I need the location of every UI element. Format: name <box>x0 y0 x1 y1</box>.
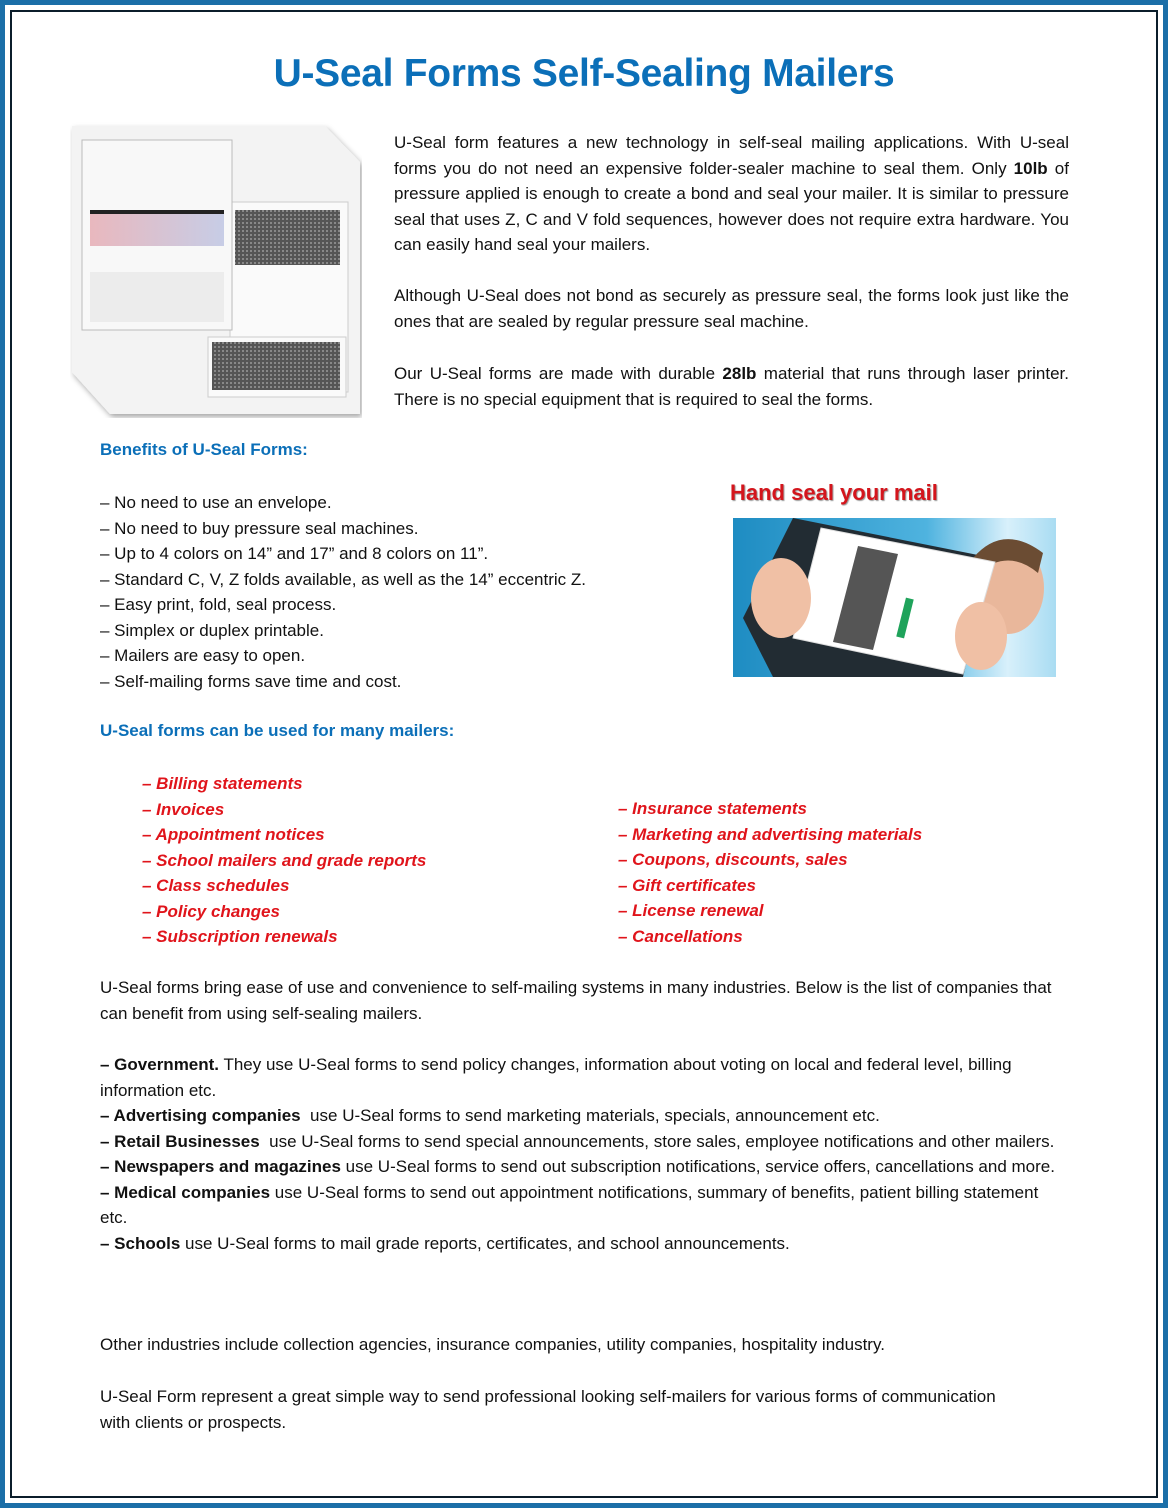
u-seal-forms-image <box>70 122 362 418</box>
uses-heading: U-Seal forms can be used for many mailers: <box>100 721 455 740</box>
use-item: – Subscription renewals <box>142 927 338 946</box>
use-item: – Insurance statements <box>618 799 807 818</box>
industry-name: – Advertising companies <box>100 1106 301 1125</box>
benefits-list <box>100 490 586 694</box>
intro-paragraph-2: Although U-Seal does not bond as securely as pressure seal, the forms look just like the ones that are sealed by regular pressure seal machine. <box>394 286 1069 331</box>
industry-description: use U-Seal forms to send out appointment notifications, summary of benefits, patient billing statement etc. <box>100 1182 1044 1227</box>
industries-intro: U-Seal forms bring ease of use and convenience to self-mailing systems in many industries. Below is the list of companies that can benefit from using self-sealing mailers. <box>100 978 1052 1023</box>
use-item: – Coupons, discounts, sales <box>618 850 848 869</box>
industry-item <box>100 1231 1070 1257</box>
use-item: – Class schedules <box>142 876 290 895</box>
other-industries: Other industries include collection agencies, insurance companies, utility companies, hospitality industry. <box>100 1335 885 1354</box>
benefit-item: – No need to buy pressure seal machines. <box>100 518 419 538</box>
industry-description: use U-Seal forms to send special announcements, store sales, employee notifications and other mailers. <box>259 1131 1055 1151</box>
weight-10lb: 10lb <box>1013 158 1048 178</box>
industry-description: use U-Seal forms to send marketing materials, specials, announcement etc. <box>300 1106 880 1125</box>
photo-caption: Hand seal your mail <box>730 480 938 505</box>
benefit-item: – No need to use an envelope. <box>100 493 332 512</box>
industry-name: – Government. <box>100 1055 220 1074</box>
industry-description: use U-Seal forms to send out subscription notifications, service offers, cancellations and more. <box>340 1157 1055 1176</box>
industry-item <box>100 1180 1070 1231</box>
use-item: – Invoices <box>142 799 225 819</box>
hand-seal-photo <box>733 518 1056 677</box>
benefit-item: – Easy print, fold, seal process. <box>100 595 337 614</box>
use-item: – School mailers and grade reports <box>142 850 427 870</box>
industry-item <box>100 1154 1070 1180</box>
industry-name: – Retail Businesses <box>100 1131 260 1151</box>
use-item: – Billing statements <box>142 774 303 793</box>
benefit-item: – Simplex or duplex printable. <box>100 620 324 640</box>
weight-28lb: 28lb <box>722 364 757 383</box>
uses-list-left <box>142 771 426 950</box>
use-item: – Cancellations <box>618 926 743 946</box>
industry-item <box>100 1103 1070 1129</box>
use-item: – Marketing and advertising materials <box>618 824 923 844</box>
use-item: – Gift certificates <box>618 875 756 895</box>
benefits-heading: Benefits of U-Seal Forms: <box>100 440 308 459</box>
intro-paragraph-1 <box>394 130 1069 258</box>
uses-list-right <box>618 796 922 949</box>
industry-description: use U-Seal forms to mail grade reports, certificates, and school announcements. <box>180 1233 790 1253</box>
intro-paragraph-3 <box>394 361 1069 412</box>
industries-list <box>100 1052 1070 1256</box>
text: of pressure applied is enough to create a bond and seal your mailer. It is similar to pressure seal that uses Z, C and V fold sequences, however does not require extra hardware. You can easily hand seal your mailers. <box>394 158 1069 254</box>
closing-paragraph: U-Seal Form represent a great simple way to send professional looking self-mailers for various forms of communication with clients or prospects. <box>100 1387 996 1432</box>
text: U-Seal form features a new technology in self-seal mailing applications. With U-seal forms you do not need an expensive folder-sealer machine to seal them. Only <box>394 133 1069 178</box>
industry-item <box>100 1052 1070 1103</box>
benefit-item: – Self-mailing forms save time and cost. <box>100 671 402 691</box>
industry-description: They use U-Seal forms to send policy changes, information about voting on local and federal level, billing information etc. <box>100 1055 1017 1100</box>
man-holding-mailer-illustration <box>733 518 1056 677</box>
benefit-item: – Standard C, V, Z folds available, as well as the 14” eccentric Z. <box>100 569 587 589</box>
page-title: U-Seal Forms Self-Sealing Mailers <box>273 52 895 95</box>
use-item: – Policy changes <box>142 901 280 921</box>
benefit-item: – Up to 4 colors on 14” and 17” and 8 colors on 11”. <box>100 544 489 563</box>
use-item: – License renewal <box>618 901 764 920</box>
industry-name: – Medical companies <box>100 1182 271 1202</box>
text: Our U-Seal forms are made with durable <box>394 364 723 383</box>
use-item: – Appointment notices <box>142 825 325 844</box>
benefit-item: – Mailers are easy to open. <box>100 646 306 665</box>
industry-name: – Newspapers and magazines <box>100 1157 341 1176</box>
industry-item <box>100 1129 1070 1155</box>
text: material that runs through laser printer. There is no special equipment that is required to seal the forms. <box>394 364 1069 409</box>
industry-name: – Schools <box>100 1233 181 1253</box>
